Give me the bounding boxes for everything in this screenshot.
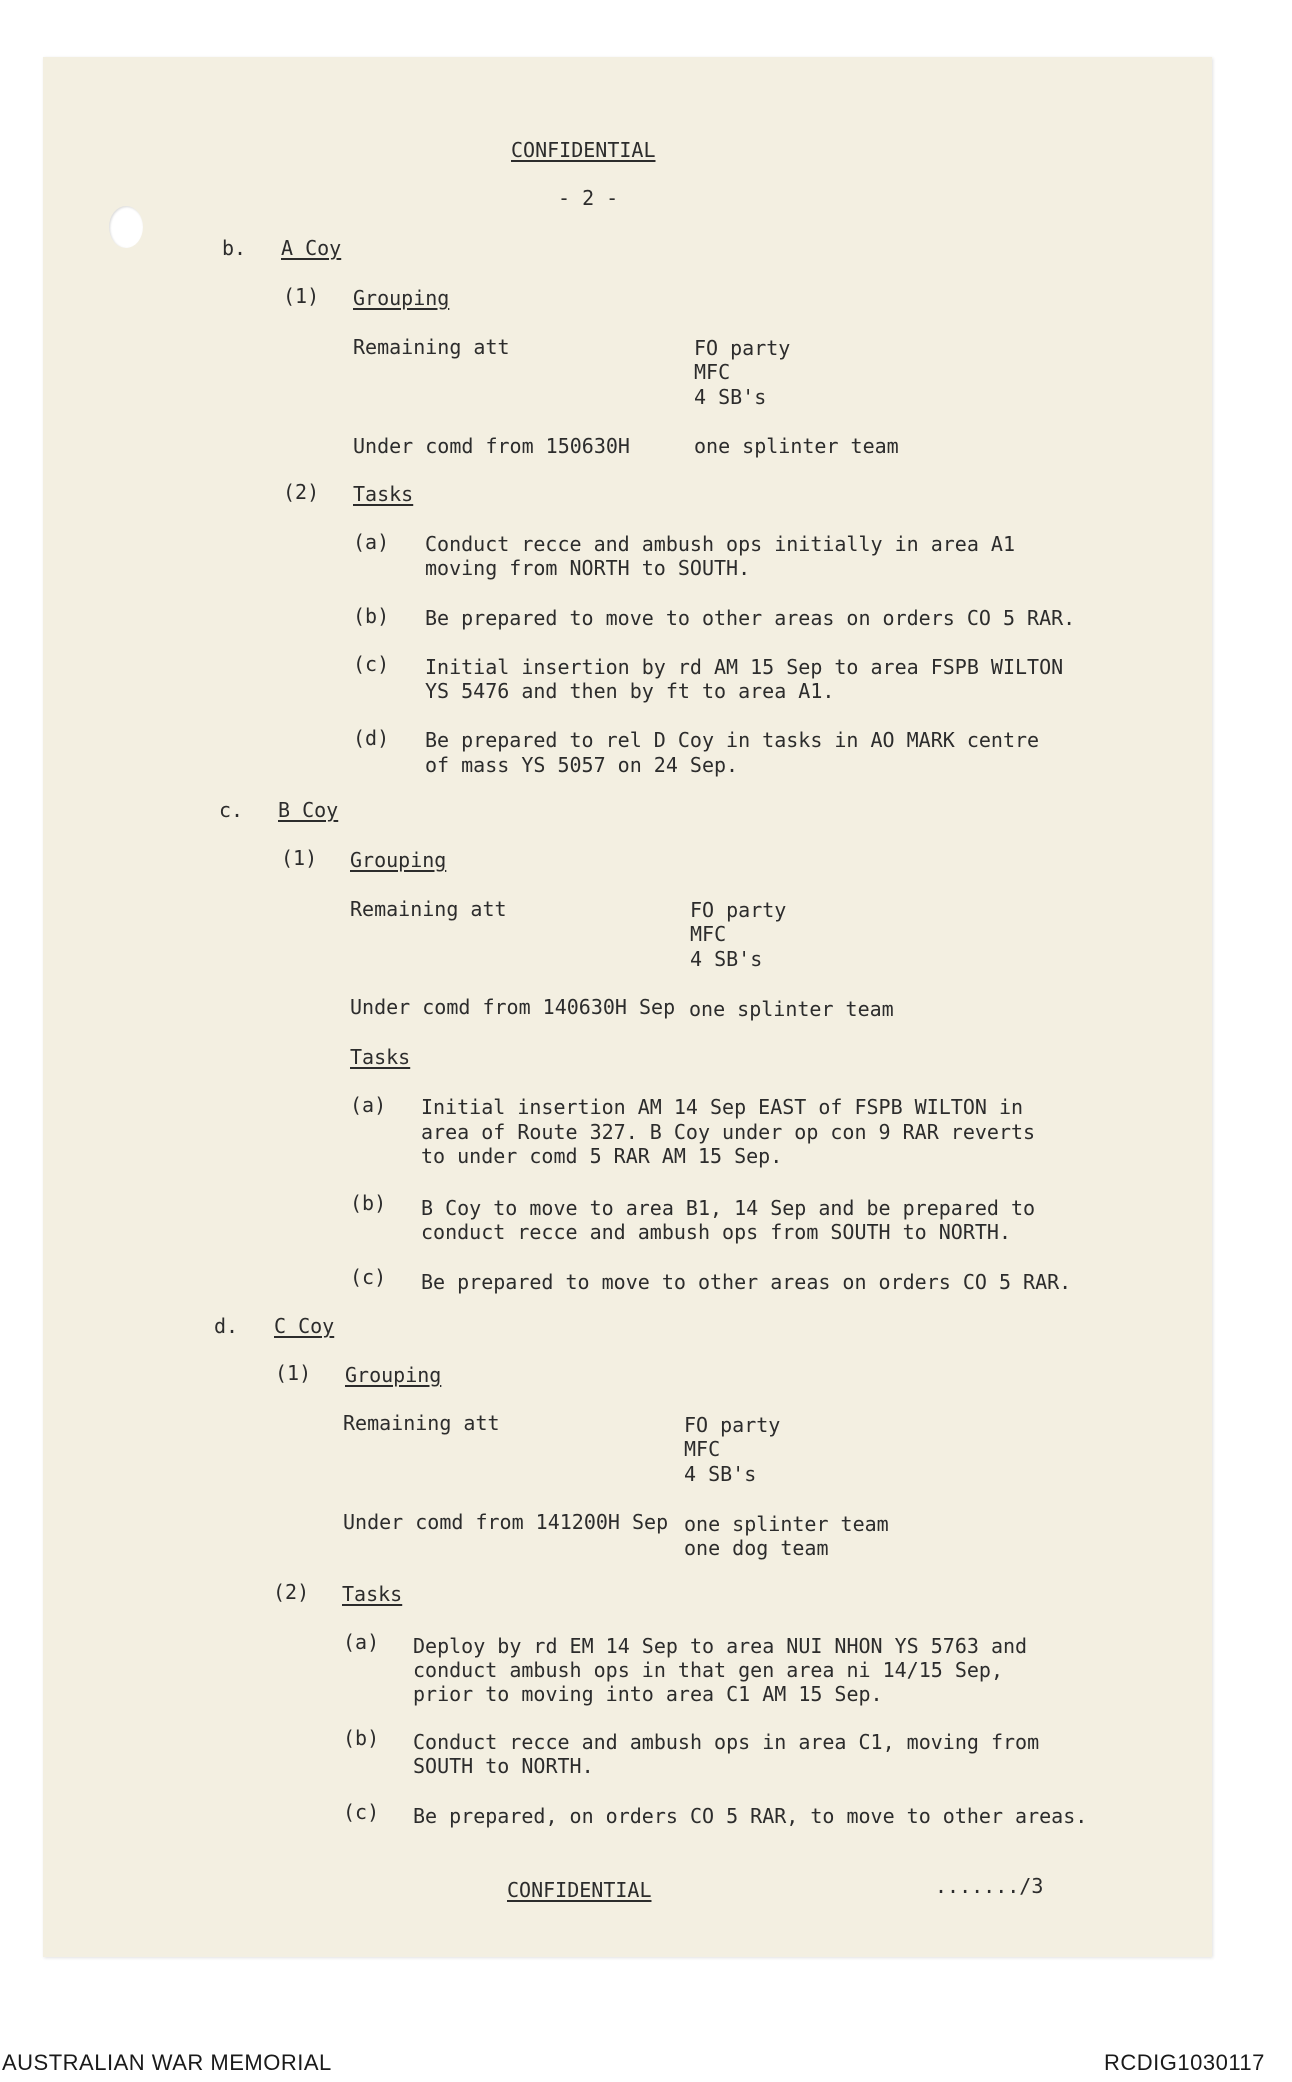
- archive-id: RCDIG1030117: [1104, 2050, 1265, 2075]
- header-classification: CONFIDENTIAL: [511, 138, 656, 162]
- task-line: Be prepared to rel D Coy in tasks in AO MARK centre: [425, 728, 1040, 752]
- under-comd-label: Under comd from 140630H Sep: [350, 995, 676, 1019]
- remaining-att-item: FO party: [684, 1413, 781, 1437]
- task-line: to under comd 5 RAR AM 15 Sep.: [421, 1144, 783, 1168]
- continuation-marker: ......./3: [935, 1874, 1044, 1898]
- task-line: conduct recce and ambush ops from SOUTH to NORTH.: [421, 1220, 1012, 1244]
- subsection-number: (1): [275, 1361, 312, 1385]
- grouping-heading: Grouping: [345, 1363, 442, 1387]
- remaining-att-item: 4 SB's: [684, 1462, 757, 1486]
- remaining-att-item: MFC: [694, 360, 731, 384]
- remaining-att-item: FO party: [694, 336, 791, 360]
- under-comd-label: Under comd from 150630H: [353, 434, 630, 458]
- section-letter: d.: [214, 1314, 239, 1338]
- task-label: (b): [343, 1726, 380, 1750]
- remaining-att-item: 4 SB's: [690, 947, 763, 971]
- remaining-att-item: MFC: [690, 922, 727, 946]
- task-line: Be prepared to move to other areas on orders CO 5 RAR.: [425, 606, 1076, 630]
- task-line: Be prepared to move to other areas on orders CO 5 RAR.: [421, 1270, 1072, 1294]
- under-comd-label: Under comd from 141200H Sep: [343, 1510, 669, 1534]
- punch-hole: [109, 206, 143, 248]
- under-comd-item: one splinter team: [694, 434, 899, 458]
- task-line: Initial insertion AM 14 Sep EAST of FSPB WILTON in: [421, 1095, 1024, 1119]
- task-line: YS 5476 and then by ft to area A1.: [425, 679, 835, 703]
- task-label: (c): [343, 1800, 380, 1824]
- section-title: A Coy: [281, 236, 342, 260]
- remaining-att-label: Remaining att: [353, 335, 510, 359]
- remaining-att-item: FO party: [690, 898, 787, 922]
- task-line: Deploy by rd EM 14 Sep to area NUI NHON YS 5763 and: [413, 1634, 1028, 1658]
- task-line: of mass YS 5057 on 24 Sep.: [425, 753, 739, 777]
- task-line: B Coy to move to area B1, 14 Sep and be prepared to: [421, 1196, 1036, 1220]
- task-label: (d): [353, 726, 390, 750]
- under-comd-item: one splinter team: [689, 997, 894, 1021]
- subsection-number: (1): [283, 284, 320, 308]
- footer-classification: CONFIDENTIAL: [507, 1878, 652, 1902]
- grouping-heading: Grouping: [353, 286, 450, 310]
- task-line: Conduct recce and ambush ops in area C1, moving from: [413, 1730, 1040, 1754]
- page-number: - 2 -: [558, 186, 619, 210]
- task-label: (c): [353, 652, 390, 676]
- under-comd-item: one splinter team: [684, 1512, 889, 1536]
- task-line: Initial insertion by rd AM 15 Sep to area FSPB WILTON: [425, 655, 1064, 679]
- task-line: SOUTH to NORTH.: [413, 1754, 594, 1778]
- tasks-heading: Tasks: [350, 1045, 411, 1069]
- tasks-heading: Tasks: [342, 1582, 403, 1606]
- under-comd-item: one dog team: [684, 1536, 829, 1560]
- task-label: (a): [343, 1630, 380, 1654]
- task-line: conduct ambush ops in that gen area ni 14/15 Sep,: [413, 1658, 1004, 1682]
- section-title: C Coy: [274, 1314, 335, 1338]
- task-label: (b): [353, 604, 390, 628]
- subsection-number: (1): [281, 846, 318, 870]
- subsection-number: (2): [273, 1580, 310, 1604]
- task-label: (c): [350, 1265, 387, 1289]
- section-letter: b.: [222, 236, 247, 260]
- tasks-heading: Tasks: [353, 482, 414, 506]
- task-line: Be prepared, on orders CO 5 RAR, to move to other areas.: [413, 1804, 1088, 1828]
- task-label: (a): [353, 530, 390, 554]
- remaining-att-item: 4 SB's: [694, 385, 767, 409]
- task-line: Conduct recce and ambush ops initially in area A1: [425, 532, 1016, 556]
- remaining-att-label: Remaining att: [343, 1411, 500, 1435]
- task-label: (a): [350, 1093, 387, 1117]
- archive-name: AUSTRALIAN WAR MEMORIAL: [2, 2050, 332, 2075]
- remaining-att-item: MFC: [684, 1437, 721, 1461]
- section-letter: c.: [219, 798, 244, 822]
- section-title: B Coy: [278, 798, 339, 822]
- remaining-att-label: Remaining att: [350, 897, 507, 921]
- task-line: prior to moving into area C1 AM 15 Sep.: [413, 1682, 883, 1706]
- task-label: (b): [350, 1191, 387, 1215]
- subsection-number: (2): [283, 480, 320, 504]
- grouping-heading: Grouping: [350, 848, 447, 872]
- task-line: moving from NORTH to SOUTH.: [425, 556, 751, 580]
- task-line: area of Route 327. B Coy under op con 9 RAR reverts: [421, 1120, 1036, 1144]
